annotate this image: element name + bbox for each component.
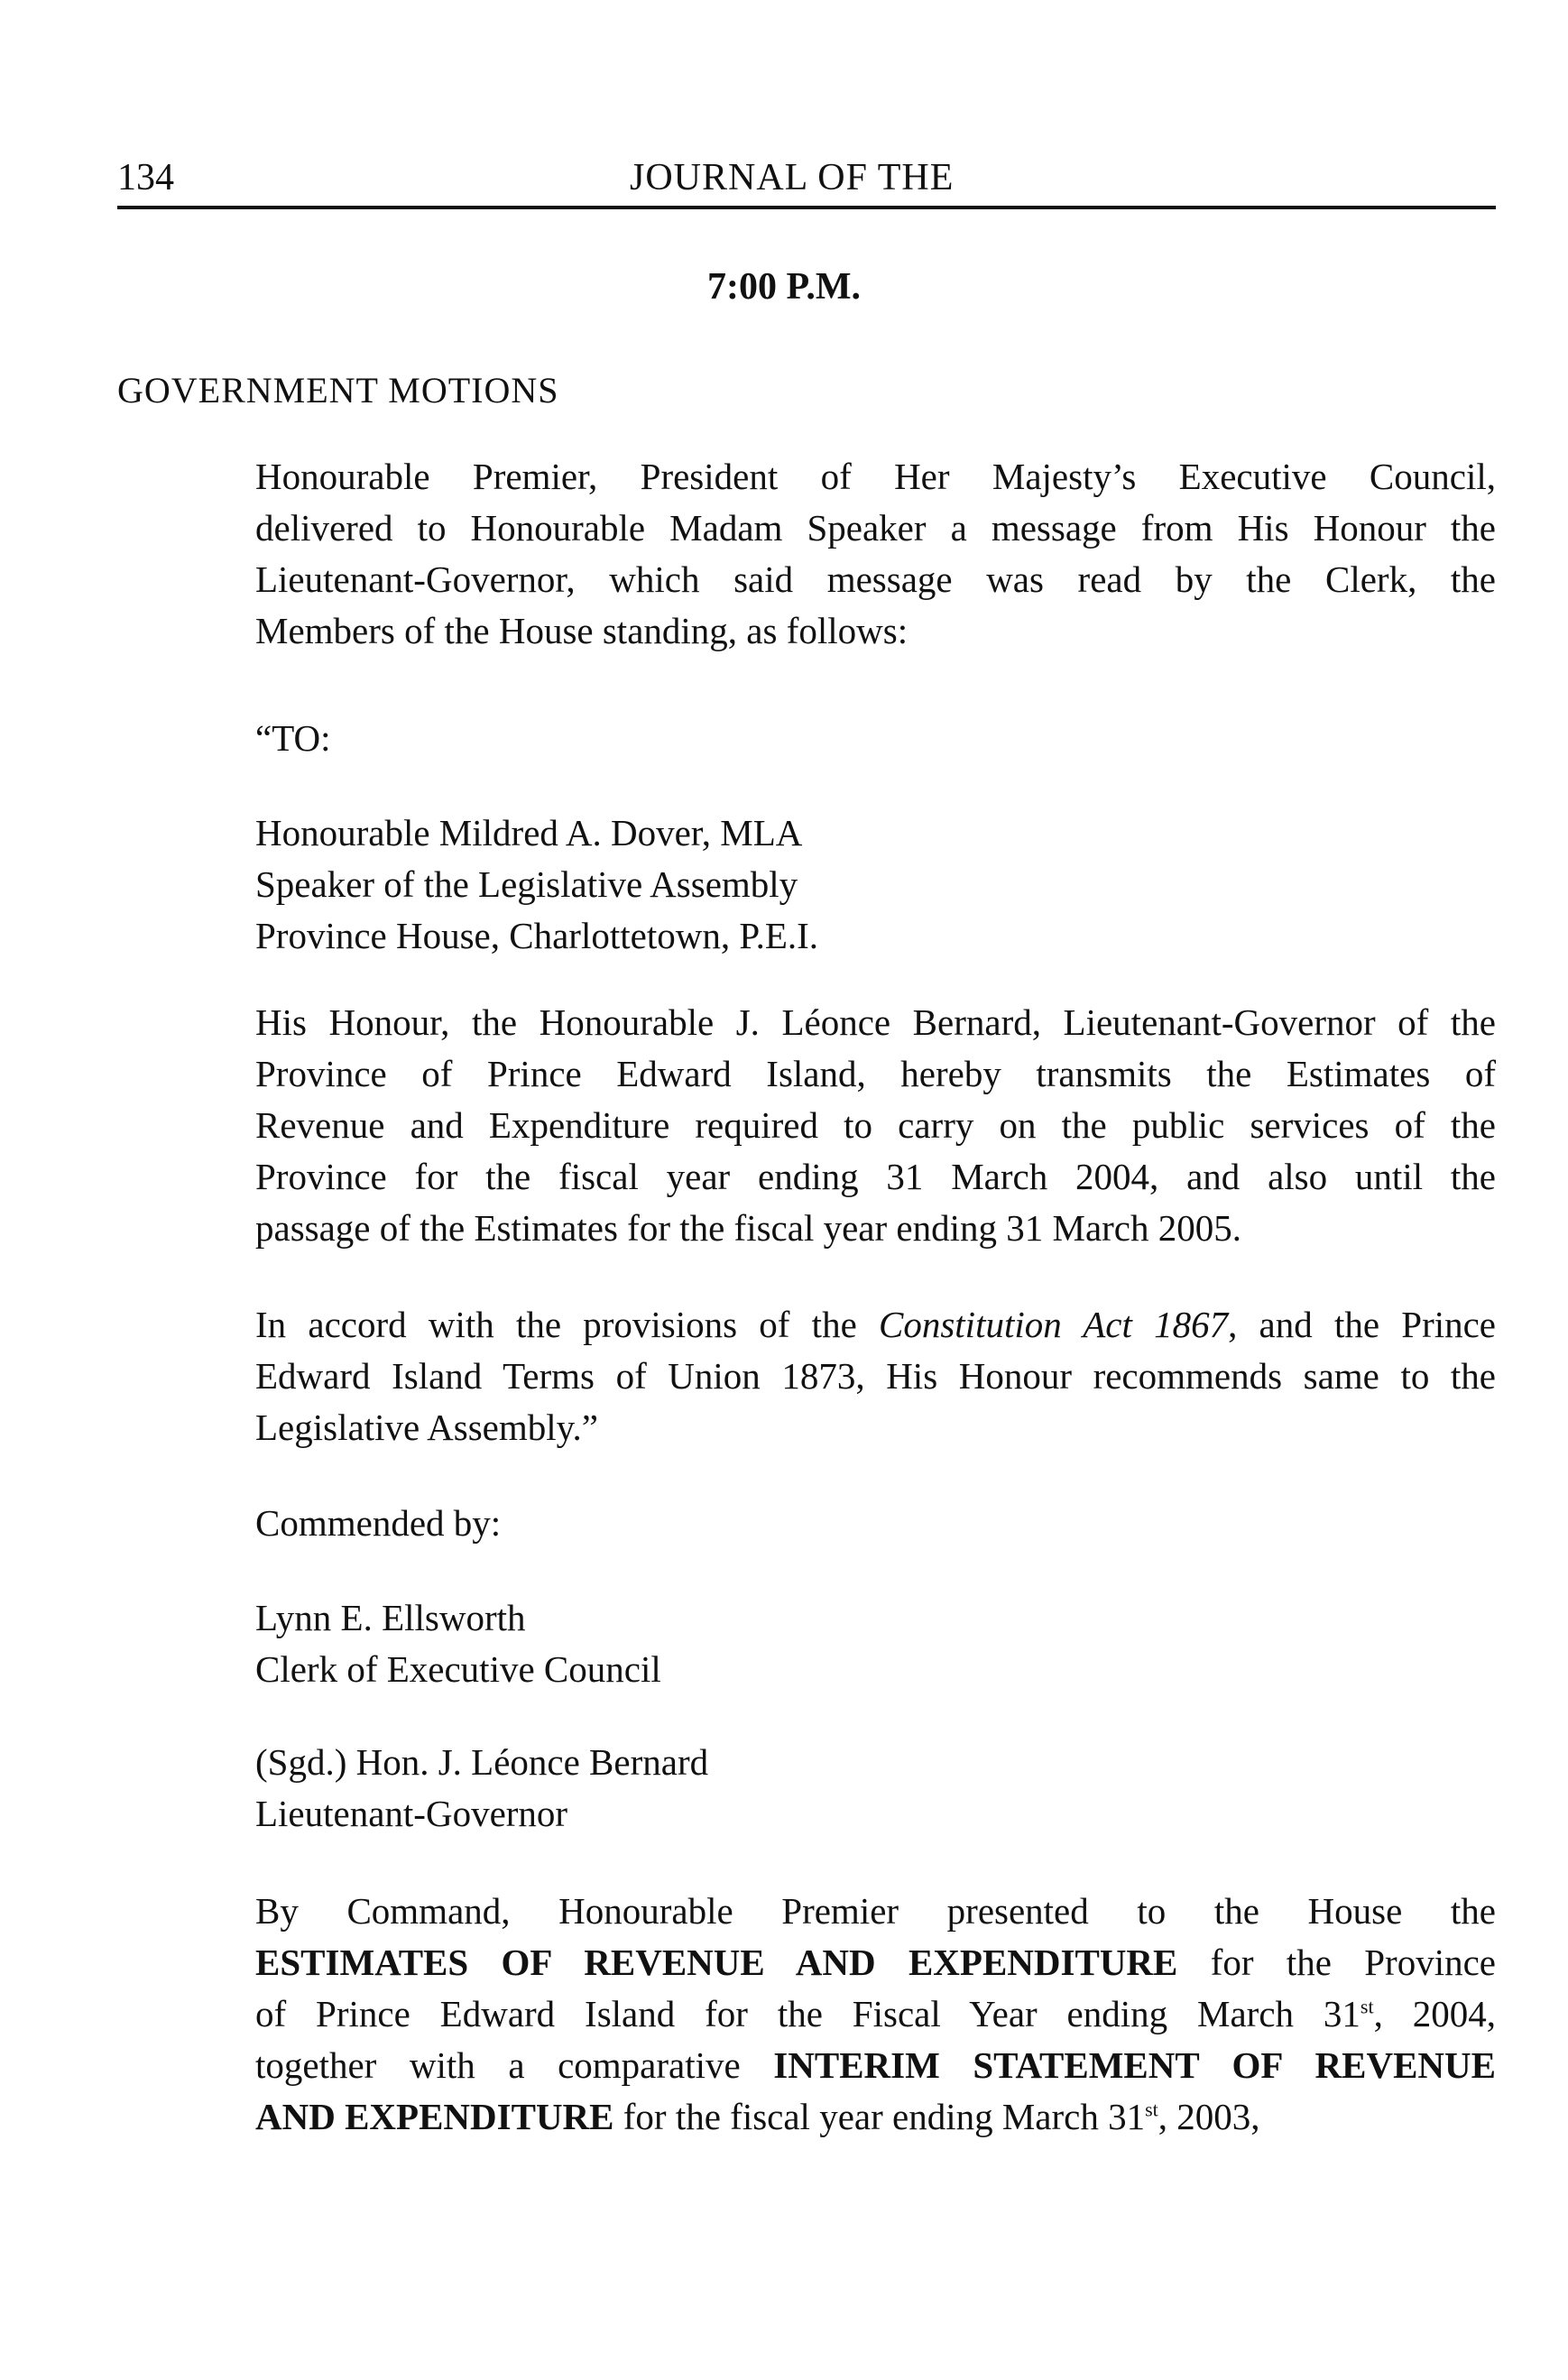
interim-statement-title-cont: AND EXPENDITURE bbox=[255, 2096, 614, 2137]
addressee-block bbox=[255, 807, 1496, 962]
ordinal-suffix: st bbox=[1145, 2098, 1158, 2121]
time-heading: 7:00 P.M. bbox=[707, 266, 861, 308]
paragraph-line bbox=[255, 2091, 1496, 2143]
estimates-title: ESTIMATES OF REVENUE AND EXPENDITURE bbox=[255, 1942, 1178, 1983]
lg-name: (Sgd.) Hon. J. Léonce Bernard bbox=[255, 1741, 709, 1783]
running-title: JOURNAL OF THE bbox=[630, 157, 955, 198]
accord-paragraph bbox=[255, 1299, 1496, 1453]
clerk-name: Lynn E. Ellsworth bbox=[255, 1597, 526, 1638]
paragraph-line: Edward Island Terms of Union 1873, His Honour recommends same to the bbox=[255, 1355, 1496, 1397]
intro-paragraph bbox=[255, 451, 1496, 657]
paragraph-line: Legislative Assembly.” bbox=[255, 1407, 598, 1448]
ordinal-suffix: st bbox=[1360, 1995, 1374, 2018]
to-label bbox=[255, 713, 1496, 764]
lg-signature-block bbox=[255, 1737, 1496, 1840]
interim-statement-title: INTERIM STATEMENT OF REVENUE bbox=[773, 2044, 1496, 2086]
act-title: Constitution Act 1867 bbox=[878, 1304, 1229, 1345]
text-run: , 2004, bbox=[1373, 1993, 1496, 2034]
paragraph-line: His Honour, the Honourable J. Léonce Bernard, Lieutenant-Governor of the bbox=[255, 1001, 1496, 1043]
text-run: , and the Prince bbox=[1228, 1304, 1497, 1345]
text-run: for the Province bbox=[1177, 1942, 1496, 1983]
text-run: of Prince Edward Island for the Fiscal Year ending March 31 bbox=[255, 1993, 1360, 2034]
text-run: together with a comparative bbox=[255, 2044, 774, 2086]
paragraph-line: delivered to Honourable Madam Speaker a message from His Honour the bbox=[255, 507, 1496, 549]
section-heading: GOVERNMENT MOTIONS bbox=[117, 370, 559, 411]
addressee-name: Honourable Mildred A. Dover, MLA bbox=[255, 812, 803, 853]
addressee-address: Province House, Charlottetown, P.E.I. bbox=[255, 915, 819, 956]
to-label-text: “TO: bbox=[255, 717, 331, 759]
transmit-paragraph bbox=[255, 997, 1496, 1254]
paragraph-line: By Command, Honourable Premier presented to the House the bbox=[255, 1890, 1496, 1932]
command-paragraph bbox=[255, 1886, 1496, 2143]
page-number: 134 bbox=[117, 157, 174, 198]
paragraph-line bbox=[255, 2040, 1496, 2091]
paragraph-line: Revenue and Expenditure required to carry on the public services of the bbox=[255, 1104, 1496, 1146]
paragraph-line: Province of Prince Edward Island, hereby transmits the Estimates of bbox=[255, 1053, 1496, 1094]
paragraph-line: Province for the fiscal year ending 31 March 2004, and also until the bbox=[255, 1156, 1496, 1197]
paragraph-line bbox=[255, 1937, 1496, 1988]
commended-by bbox=[255, 1498, 1496, 1549]
paragraph-line bbox=[255, 1988, 1496, 2040]
text-run: for the fiscal year ending March 31 bbox=[613, 2096, 1146, 2137]
clerk-title: Clerk of Executive Council bbox=[255, 1648, 661, 1690]
paragraph-line: Honourable Premier, President of Her Majesty’s Executive Council, bbox=[255, 456, 1496, 497]
addressee-title: Speaker of the Legislative Assembly bbox=[255, 863, 798, 905]
text-run: , 2003, bbox=[1158, 2096, 1260, 2137]
header-rule bbox=[117, 206, 1496, 209]
paragraph-line: Members of the House standing, as follows: bbox=[255, 610, 909, 651]
paragraph-line bbox=[255, 1299, 1496, 1351]
paragraph-line: passage of the Estimates for the fiscal year ending 31 March 2005. bbox=[255, 1207, 1241, 1249]
commended-by-text: Commended by: bbox=[255, 1502, 502, 1544]
clerk-signature-block bbox=[255, 1592, 1496, 1695]
paragraph-line: Lieutenant-Governor, which said message was read by the Clerk, the bbox=[255, 558, 1496, 600]
lg-title: Lieutenant-Governor bbox=[255, 1793, 568, 1834]
text-run: In accord with the provisions of the bbox=[255, 1304, 879, 1345]
